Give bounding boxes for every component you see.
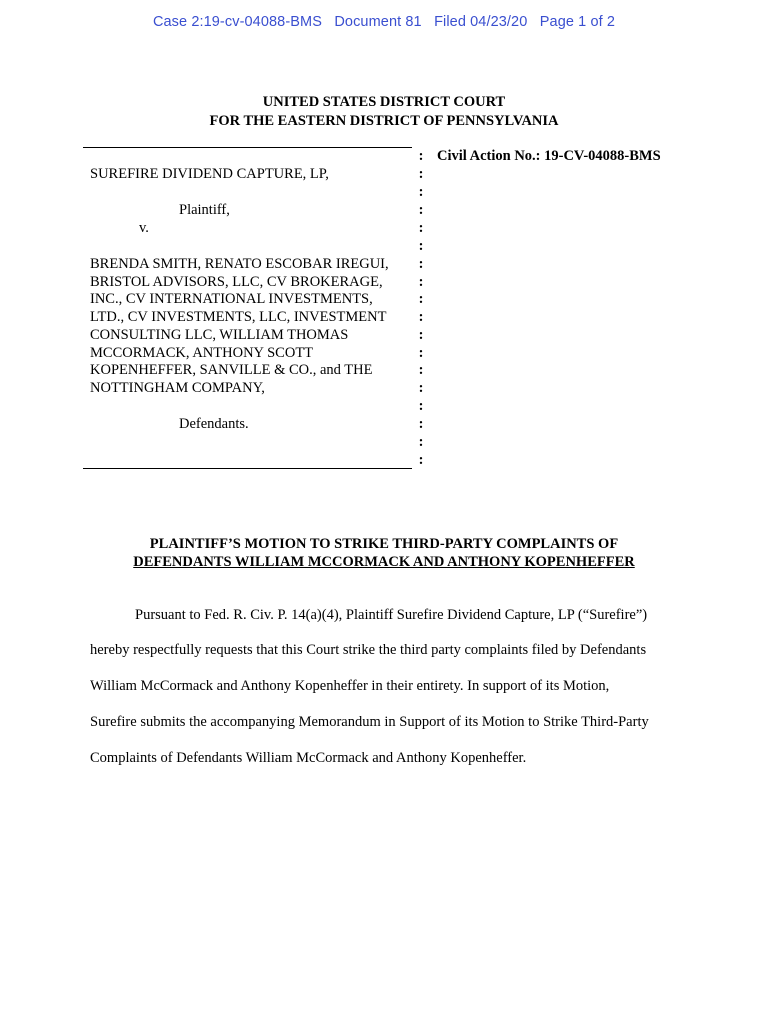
caption-top-rule xyxy=(83,147,412,148)
versus-label: v. xyxy=(139,220,149,236)
caption-colon: : xyxy=(418,238,424,254)
caption-bottom-rule xyxy=(83,468,412,469)
caption-colon: : xyxy=(418,309,424,325)
civil-action-number: Civil Action No.: 19-CV-04088-BMS xyxy=(437,148,661,164)
body-line: Pursuant to Fed. R. Civ. P. 14(a)(4), Plaintiff Surefire Dividend Capture, LP (“Surefire”) xyxy=(135,607,648,623)
defendants-line: BRENDA SMITH, RENATO ESCOBAR IREGUI, xyxy=(90,256,389,272)
plaintiff-label: Plaintiff, xyxy=(179,202,230,218)
court-name: UNITED STATES DISTRICT COURT xyxy=(262,94,506,110)
body-line: hereby respectfully requests that this Court strike the third party complaints filed by Defendants xyxy=(90,642,647,658)
defendants-line: KOPENHEFFER, SANVILLE & CO., and THE xyxy=(90,362,373,378)
body-line: Complaints of Defendants William McCormack and Anthony Kopenheffer. xyxy=(90,750,527,766)
caption-colon: : xyxy=(418,345,424,361)
caption-colon: : xyxy=(418,256,424,272)
motion-title-line-1: PLAINTIFF’S MOTION TO STRIKE THIRD-PARTY COMPLAINTS OF xyxy=(149,536,619,552)
defendants-line: NOTTINGHAM COMPANY, xyxy=(90,380,265,396)
caption-colon: : xyxy=(418,166,424,182)
court-heading xyxy=(0,93,768,131)
caption-colon: : xyxy=(418,416,424,432)
caption-colon: : xyxy=(418,184,424,200)
defendants-line: INC., CV INTERNATIONAL INVESTMENTS, xyxy=(90,291,373,307)
caption-colon: : xyxy=(418,362,424,378)
defendants-label: Defendants. xyxy=(179,416,249,432)
caption-colon: : xyxy=(418,398,424,414)
caption-colon: : xyxy=(418,434,424,450)
defendants-line: CONSULTING LLC, WILLIAM THOMAS xyxy=(90,327,349,343)
caption-colon: : xyxy=(418,202,424,218)
defendants-line: MCCORMACK, ANTHONY SCOTT xyxy=(90,345,314,361)
court-district: FOR THE EASTERN DISTRICT OF PENNSYLVANIA xyxy=(209,113,559,129)
motion-title-line-2: DEFENDANTS WILLIAM MCCORMACK AND ANTHONY KOPENHEFFER xyxy=(133,554,635,570)
caption-colon: : xyxy=(418,452,424,468)
caption-colon: : xyxy=(418,274,424,290)
defendants-line: LTD., CV INVESTMENTS, LLC, INVESTMENT xyxy=(90,309,387,325)
caption-colon: : xyxy=(418,220,424,236)
caption-colon: : xyxy=(418,148,424,164)
ecf-header-stamp: Case 2:19-cv-04088-BMS Document 81 Filed 04/23/20 Page 1 of 2 xyxy=(152,14,616,30)
caption-colon: : xyxy=(418,327,424,343)
body-line: Surefire submits the accompanying Memorandum in Support of its Motion to Strike Third-Party xyxy=(90,714,649,730)
plaintiff-name: SUREFIRE DIVIDEND CAPTURE, LP, xyxy=(90,166,329,182)
caption-colon: : xyxy=(418,380,424,396)
body-line: William McCormack and Anthony Kopenheffer in their entirety. In support of its Motion, xyxy=(90,678,610,694)
caption-colon: : xyxy=(418,291,424,307)
defendants-line: BRISTOL ADVISORS, LLC, CV BROKERAGE, xyxy=(90,274,383,290)
motion-title xyxy=(0,535,768,571)
